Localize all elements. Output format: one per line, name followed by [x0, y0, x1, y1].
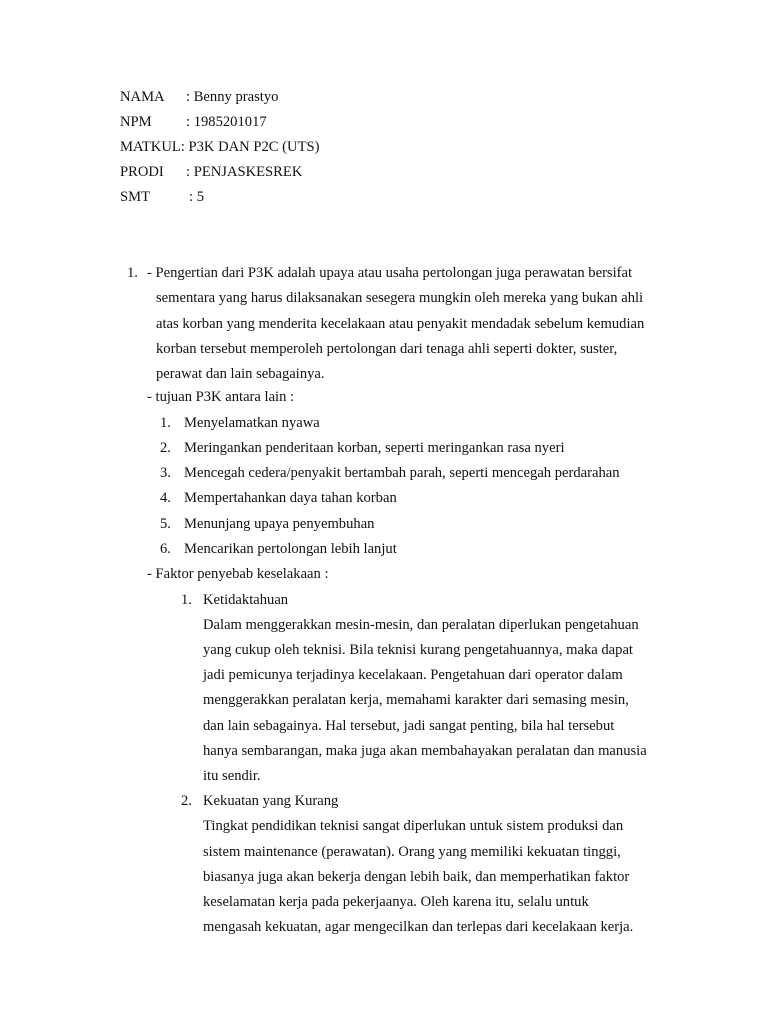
- matkul-line: MATKUL: P3K DAN P2C (UTS): [120, 139, 320, 155]
- goal-text: Meringankan penderitaan korban, seperti meringankan rasa nyeri: [184, 440, 565, 456]
- goal-number: 5.: [160, 516, 171, 532]
- factor-body-line: keselamatan kerja pada pekerjaanya. Oleh karena itu, selalu untuk: [203, 894, 589, 910]
- definition-line: korban tersebut memperoleh pertolongan dari tenaga ahli seperti dokter, suster,: [156, 341, 618, 357]
- factor-body-line: dan lain sebagainya. Hal tersebut, jadi sangat penting, bila hal tersebut: [203, 718, 615, 734]
- smt-label: SMT: [120, 189, 151, 205]
- definition-line: sementara yang harus dilaksanakan sesegera mungkin oleh mereka yang bukan ahli: [156, 290, 644, 306]
- factor-number: 2.: [181, 793, 192, 809]
- section-number: 1.: [127, 265, 138, 281]
- factor-body-line: jadi pemicunya terjadinya kecelakaan. Pengetahuan dari operator dalam: [203, 667, 623, 683]
- nama-label: NAMA: [120, 89, 165, 105]
- npm-value: : 1985201017: [186, 114, 267, 130]
- factor-body-line: hanya sembarangan, maka juga akan membahayakan peralatan dan manusia: [203, 743, 647, 759]
- goal-text: Menyelamatkan nyawa: [184, 415, 320, 431]
- goal-number: 2.: [160, 440, 171, 456]
- goal-text: Mempertahankan daya tahan korban: [184, 490, 397, 506]
- prodi-label: PRODI: [120, 164, 164, 180]
- definition-line: perawat dan lain sebagainya.: [156, 366, 325, 382]
- factor-body-line: yang cukup oleh teknisi. Bila teknisi kurang pengetahuannya, maka dapat: [203, 642, 633, 658]
- definition-line: atas korban yang menderita kecelakaan atau penyakit mendadak sebelum kemudian: [156, 316, 645, 332]
- factor-number: 1.: [181, 592, 192, 608]
- smt-value: : 5: [189, 189, 204, 205]
- factor-body-line: Tingkat pendidikan teknisi sangat diperlukan untuk sistem produksi dan: [203, 818, 624, 834]
- goal-number: 3.: [160, 465, 171, 481]
- goal-text: Menunjang upaya penyembuhan: [184, 516, 375, 532]
- goal-text: Mencarikan pertolongan lebih lanjut: [184, 541, 397, 557]
- factor-title: Ketidaktahuan: [203, 592, 289, 608]
- goal-number: 1.: [160, 415, 171, 431]
- goals-heading: - tujuan P3K antara lain :: [147, 389, 295, 405]
- factor-body-line: menggerakkan peralatan kerja, memahami karakter dari semasing mesin,: [203, 692, 629, 708]
- goal-number: 4.: [160, 490, 171, 506]
- factor-body-line: sistem maintenance (perawatan). Orang yang memiliki kekuatan tinggi,: [203, 844, 621, 860]
- goal-text: Mencegah cedera/penyakit bertambah parah, seperti mencegah perdarahan: [184, 465, 620, 481]
- goal-number: 6.: [160, 541, 171, 557]
- nama-value: : Benny prastyo: [186, 89, 279, 105]
- npm-label: NPM: [120, 114, 152, 130]
- factors-heading: - Faktor penyebab keselakaan :: [147, 566, 329, 582]
- factor-body-line: mengasah kekuatan, agar mengecilkan dan terlepas dari kecelakaan kerja.: [203, 919, 634, 935]
- factor-body-line: Dalam menggerakkan mesin-mesin, dan peralatan diperlukan pengetahuan: [203, 617, 639, 633]
- factor-title: Kekuatan yang Kurang: [203, 793, 339, 809]
- factor-body-line: biasanya juga akan bekerja dengan lebih baik, dan memperhatikan faktor: [203, 869, 630, 885]
- definition-line: - Pengertian dari P3K adalah upaya atau usaha pertolongan juga perawatan bersifat: [147, 265, 633, 281]
- prodi-value: : PENJASKESREK: [186, 164, 303, 180]
- factor-body-line: itu sendir.: [203, 768, 261, 784]
